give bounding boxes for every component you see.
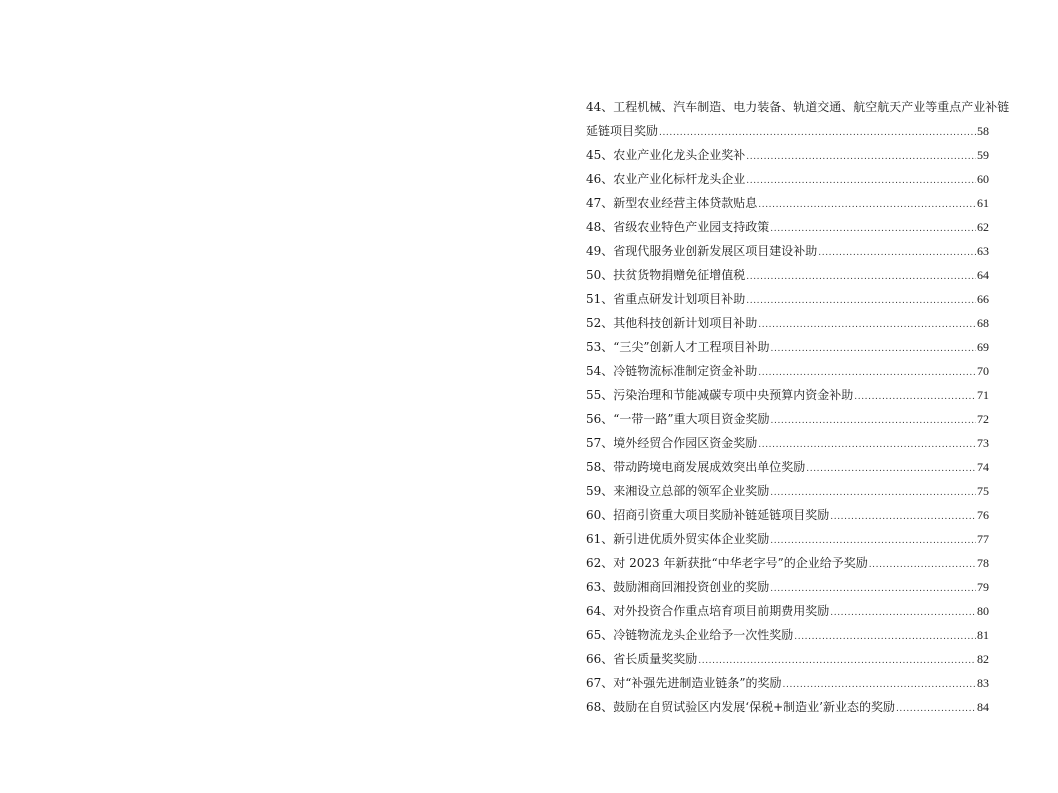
toc-entry (586, 359, 989, 383)
toc-entry (586, 143, 989, 167)
toc-entry (586, 527, 989, 551)
toc-page-number: 60 (977, 172, 989, 186)
toc-page-number: 74 (977, 460, 989, 474)
toc-entry-title: 52、其他科技创新计划项目补助 (586, 316, 758, 330)
toc-entry (586, 455, 989, 479)
toc-entry-first-line (586, 95, 1010, 119)
toc-page-number: 83 (977, 676, 989, 690)
toc-page-number: 70 (977, 364, 989, 378)
toc-page-number: 59 (977, 148, 989, 162)
toc-page-number: 82 (977, 652, 989, 666)
toc-entry (586, 479, 989, 503)
toc-page-number: 77 (977, 532, 989, 546)
toc-entry-title: 58、带动跨境电商发展成效突出单位奖励 (586, 460, 806, 474)
toc-entry (586, 575, 989, 599)
toc-entry-title: 44、工程机械、汽车制造、电力装备、轨道交通、航空航天产业等重点产业补链 (586, 100, 1010, 114)
toc-entry-title: 48、省级农业特色产业园支持政策 (586, 220, 770, 234)
toc-entry-title: 57、境外经贸合作园区资金奖励 (586, 436, 758, 450)
toc-entry-title: 66、省长质量奖奖励 (586, 652, 698, 666)
toc-page-number: 80 (977, 604, 989, 618)
dot-leader (746, 145, 976, 169)
dot-leader (854, 385, 976, 409)
toc-page-number: 63 (977, 244, 989, 258)
dot-leader (806, 457, 976, 481)
dot-leader (830, 505, 976, 529)
toc-entry (586, 431, 989, 455)
toc-entry-title: 延链项目奖励 (586, 124, 659, 138)
toc-page-number: 69 (977, 340, 989, 354)
toc-entry-title: 49、省现代服务业创新发展区项目建设补助 (586, 244, 818, 258)
dot-leader (771, 337, 976, 361)
toc-entry-title: 50、扶贫货物捐赠免征增值税 (586, 268, 746, 282)
dot-leader (770, 577, 976, 601)
toc-page-number: 66 (977, 292, 989, 306)
toc-entry (586, 167, 989, 191)
dot-leader (746, 289, 976, 313)
toc-entry-title: 59、来湘设立总部的领军企业奖励 (586, 484, 770, 498)
dot-leader (758, 433, 976, 457)
toc-entry-title: 65、冷链物流龙头企业给予一次性奖励 (586, 628, 794, 642)
toc-page-number: 72 (977, 412, 989, 426)
dot-leader (758, 361, 976, 385)
toc-entry (586, 551, 989, 575)
toc-entry-title: 47、新型农业经营主体贷款贴息 (586, 196, 758, 210)
toc-page-number: 79 (977, 580, 989, 594)
dot-leader (770, 481, 976, 505)
dot-leader (770, 217, 976, 241)
toc-entry (586, 335, 989, 359)
dot-leader (758, 193, 976, 217)
toc-entry (586, 503, 989, 527)
toc-page-number: 75 (977, 484, 989, 498)
toc-entry-title: 61、新引进优质外贸实体企业奖励 (586, 532, 770, 546)
toc-entry (586, 311, 989, 335)
toc-entry (586, 695, 989, 719)
toc-entry-title: 54、冷链物流标准制定资金补助 (586, 364, 758, 378)
toc-entry (586, 287, 989, 311)
dot-leader (869, 553, 976, 577)
toc-entry-title: 64、对外投资合作重点培育项目前期费用奖励 (586, 604, 830, 618)
toc-entry (586, 623, 989, 647)
toc-page-number: 64 (977, 268, 989, 282)
toc-page-number: 73 (977, 436, 989, 450)
dot-leader (746, 265, 976, 289)
toc-page-number: 62 (977, 220, 989, 234)
dot-leader (770, 529, 976, 553)
toc-entry-title: 63、鼓励湘商回湘投资创业的奖励 (586, 580, 770, 594)
toc-entry (586, 119, 989, 143)
toc-entry (586, 383, 989, 407)
toc-entry (586, 407, 989, 431)
dot-leader (771, 409, 976, 433)
toc-entry (586, 671, 989, 695)
dot-leader (698, 649, 976, 673)
toc-entry-title: 67、对“补强先进制造业链条”的奖励 (586, 676, 782, 690)
toc-entry (586, 263, 989, 287)
toc-page-number: 58 (977, 124, 989, 138)
toc-entry-title: 62、对 2023 年新获批“中华老字号”的企业给予奖励 (586, 556, 868, 570)
toc-entry (586, 191, 989, 215)
toc-entry-title: 45、农业产业化龙头企业奖补 (586, 148, 746, 162)
toc-page-number: 78 (977, 556, 989, 570)
dot-leader (659, 121, 976, 145)
toc-entry-title: 51、省重点研发计划项目补助 (586, 292, 746, 306)
dot-leader (830, 601, 976, 625)
toc-entry-title: 53、“三尖”创新人才工程项目补助 (586, 340, 770, 354)
dot-leader (746, 169, 976, 193)
toc-entry-title: 46、农业产业化标杆龙头企业 (586, 172, 746, 186)
toc-page-number: 76 (977, 508, 989, 522)
toc-page-number: 81 (977, 628, 989, 642)
toc-entry-title: 56、“一带一路”重大项目资金奖励 (586, 412, 770, 426)
table-of-contents (586, 95, 1010, 719)
dot-leader (758, 313, 976, 337)
toc-entry (586, 215, 989, 239)
toc-entry-title: 68、鼓励在自贸试验区内发展‘保税+制造业’新业态的奖励 (586, 700, 895, 714)
toc-page-number: 84 (977, 700, 989, 714)
dot-leader (783, 673, 976, 697)
toc-entry-title: 55、污染治理和节能减碳专项中央预算内资金补助 (586, 388, 854, 402)
dot-leader (794, 625, 976, 649)
toc-entry-title: 60、招商引资重大项目奖励补链延链项目奖励 (586, 508, 830, 522)
dot-leader (818, 241, 976, 265)
toc-page-number: 61 (977, 196, 989, 210)
toc-entry (586, 239, 989, 263)
toc-entry (586, 647, 989, 671)
toc-page-number: 71 (977, 388, 989, 402)
toc-page-number: 68 (977, 316, 989, 330)
toc-entry (586, 599, 989, 623)
dot-leader (896, 697, 976, 721)
